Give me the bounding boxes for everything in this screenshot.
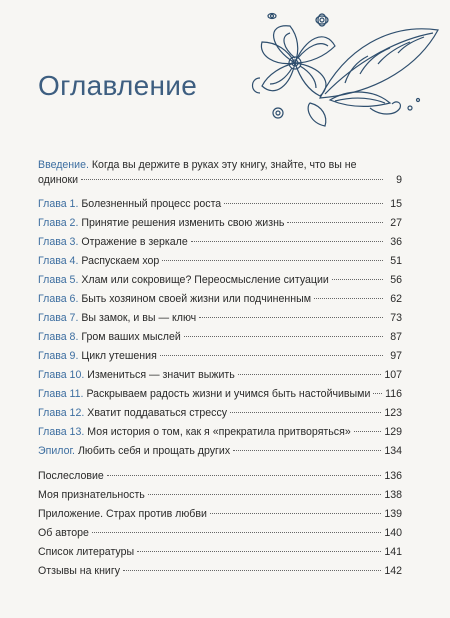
toc-entry-text: Болезненный процесс роста [81,198,222,210]
toc-entry[interactable] [38,217,402,236]
toc-entry-label [38,565,120,577]
toc-entry-prefix: Глава 2. [38,217,79,229]
leader-dots [233,450,381,451]
leader-dots [107,475,382,476]
toc-entry-text: Когда вы держите в руках эту книгу, знайте, что вы не [91,159,357,171]
toc-entry-text: Отражение в зеркале [81,236,188,248]
leader-dots [230,412,381,413]
floral-ornament-icon [250,8,440,128]
toc-entry-text: Приложение. Страх против любви [38,508,207,520]
leader-dots [199,317,383,318]
toc-entry-label [38,546,134,558]
toc-entry-page: 136 [384,470,402,482]
toc-entry-label [38,274,329,286]
leader-dots [191,241,383,242]
toc-entry[interactable] [38,426,402,445]
toc-entry[interactable] [38,407,402,426]
chapter-list [38,198,402,464]
toc-entry-page: 56 [390,274,402,286]
toc-entry-text: Отзывы на книгу [38,565,120,577]
leader-dots [373,393,382,394]
toc-entry[interactable] [38,527,402,546]
leader-dots [354,431,382,432]
toc-entry-label [38,312,196,324]
leader-dots [81,179,383,180]
toc-entry-prefix: Глава 8. [38,331,79,343]
toc-entry-prefix: Глава 5. [38,274,79,286]
toc-entry[interactable] [38,331,402,350]
leader-dots [224,203,383,204]
toc-entry-label [38,198,221,210]
toc-entry[interactable] [38,350,402,369]
toc-entry-label [38,445,230,457]
toc-entry-text: Послесловие [38,470,104,482]
toc-entry-label [38,350,157,362]
toc-entry-label [38,217,284,229]
toc-entry-text: Хватит поддаваться стрессу [87,407,228,419]
toc-entry[interactable] [38,470,402,489]
toc-entry-text: Список литературы [38,546,135,558]
toc-entry-page: 62 [390,293,402,305]
toc-entry[interactable] [38,508,402,527]
toc-entry-prefix: Глава 10. [38,369,85,381]
toc-entry-page: 141 [384,546,402,558]
toc-entry[interactable] [38,565,402,584]
leader-dots [210,513,381,514]
leader-dots [184,336,383,337]
leader-dots [123,570,381,571]
toc-entry-label [38,489,145,501]
toc-entry-prefix: Глава 11. [38,388,84,400]
toc-entry-page: 116 [385,388,402,400]
toc-entry-label [38,388,370,400]
toc-entry-label [38,255,159,267]
leader-dots [160,355,383,356]
toc-entry-intro[interactable] [38,158,402,188]
page-title: Оглавление [38,70,198,101]
toc-entry-text: Об авторе [38,527,89,539]
toc-entry-prefix: Глава 9. [38,350,79,362]
back-matter-list [38,470,402,584]
leader-dots [162,260,383,261]
toc-entry-page: 27 [390,217,402,229]
toc-entry[interactable] [38,255,402,274]
toc-entry[interactable] [38,546,402,565]
toc-entry-text: Вы замок, и вы — ключ [81,312,197,324]
toc-entry[interactable] [38,445,402,464]
toc-entry-page: 9 [396,174,402,186]
toc-entry-text: Распускаем хор [81,255,160,267]
toc-entry-text: Любить себя и прощать других [77,445,231,457]
toc-entry-text: Раскрываем радость жизни и учимся быть настойчивыми [86,388,371,400]
toc-entry-page: 36 [390,236,402,248]
leader-dots [314,298,383,299]
toc-entry-prefix: Глава 6. [38,293,79,305]
table-of-contents [38,158,402,584]
toc-entry-page: 107 [384,369,402,381]
toc-entry-label [38,293,311,305]
toc-entry[interactable] [38,236,402,255]
toc-entry-page: 51 [390,255,402,267]
toc-entry-prefix: Глава 4. [38,255,79,267]
leader-dots [148,494,382,495]
toc-entry-page: 129 [384,426,402,438]
toc-entry-page: 87 [390,331,402,343]
toc-entry-label [38,407,227,419]
toc-entry-page: 15 [390,198,402,210]
toc-entry-text: Измениться — значит выжить [87,369,235,381]
toc-entry-text: Принятие решения изменить свою жизнь [81,217,285,229]
toc-entry[interactable] [38,274,402,293]
toc-entry-label [38,426,351,438]
toc-entry[interactable] [38,489,402,508]
leader-dots [287,222,383,223]
toc-entry-text: Быть хозяином своей жизни или подчиненным [81,293,312,305]
toc-entry-page: 97 [390,350,402,362]
toc-entry-prefix: Введение. [38,159,89,171]
toc-entry[interactable] [38,293,402,312]
toc-entry-text: Цикл утешения [81,350,157,362]
leader-dots [92,532,381,533]
toc-entry-prefix: Глава 7. [38,312,79,324]
toc-entry[interactable] [38,198,402,217]
toc-entry-text: Гром ваших мыслей [81,331,181,343]
toc-entry[interactable] [38,312,402,331]
toc-entry-page: 140 [384,527,402,539]
leader-dots [238,374,382,375]
toc-entry-page: 142 [384,565,402,577]
toc-entry[interactable] [38,388,402,407]
toc-entry-page: 73 [390,312,402,324]
toc-entry-text: Хлам или сокровище? Переосмысление ситуации [81,274,329,286]
toc-entry-label [38,470,104,482]
toc-entry-page: 134 [384,445,402,457]
toc-entry[interactable] [38,369,402,388]
toc-entry-label [38,527,89,539]
toc-entry-prefix: Глава 1. [38,198,79,210]
toc-entry-label [38,331,181,343]
toc-entry-text: Моя история о том, как я «прекратила притворяться» [87,426,351,438]
toc-entry-prefix: Глава 3. [38,236,79,248]
toc-entry-page: 138 [384,489,402,501]
toc-entry-label [38,508,207,520]
toc-entry-label [38,236,188,248]
toc-entry-prefix: Глава 13. [38,426,85,438]
toc-entry-page: 139 [384,508,402,520]
toc-entry-prefix: Эпилог. [38,445,75,457]
leader-dots [137,551,381,552]
leader-dots [332,279,383,280]
toc-entry-text: Моя признательность [38,489,145,501]
toc-entry-page: 123 [384,407,402,419]
toc-entry-label [38,369,235,381]
toc-entry-text-cont: одиноки [38,174,79,186]
toc-entry-prefix: Глава 12. [38,407,85,419]
